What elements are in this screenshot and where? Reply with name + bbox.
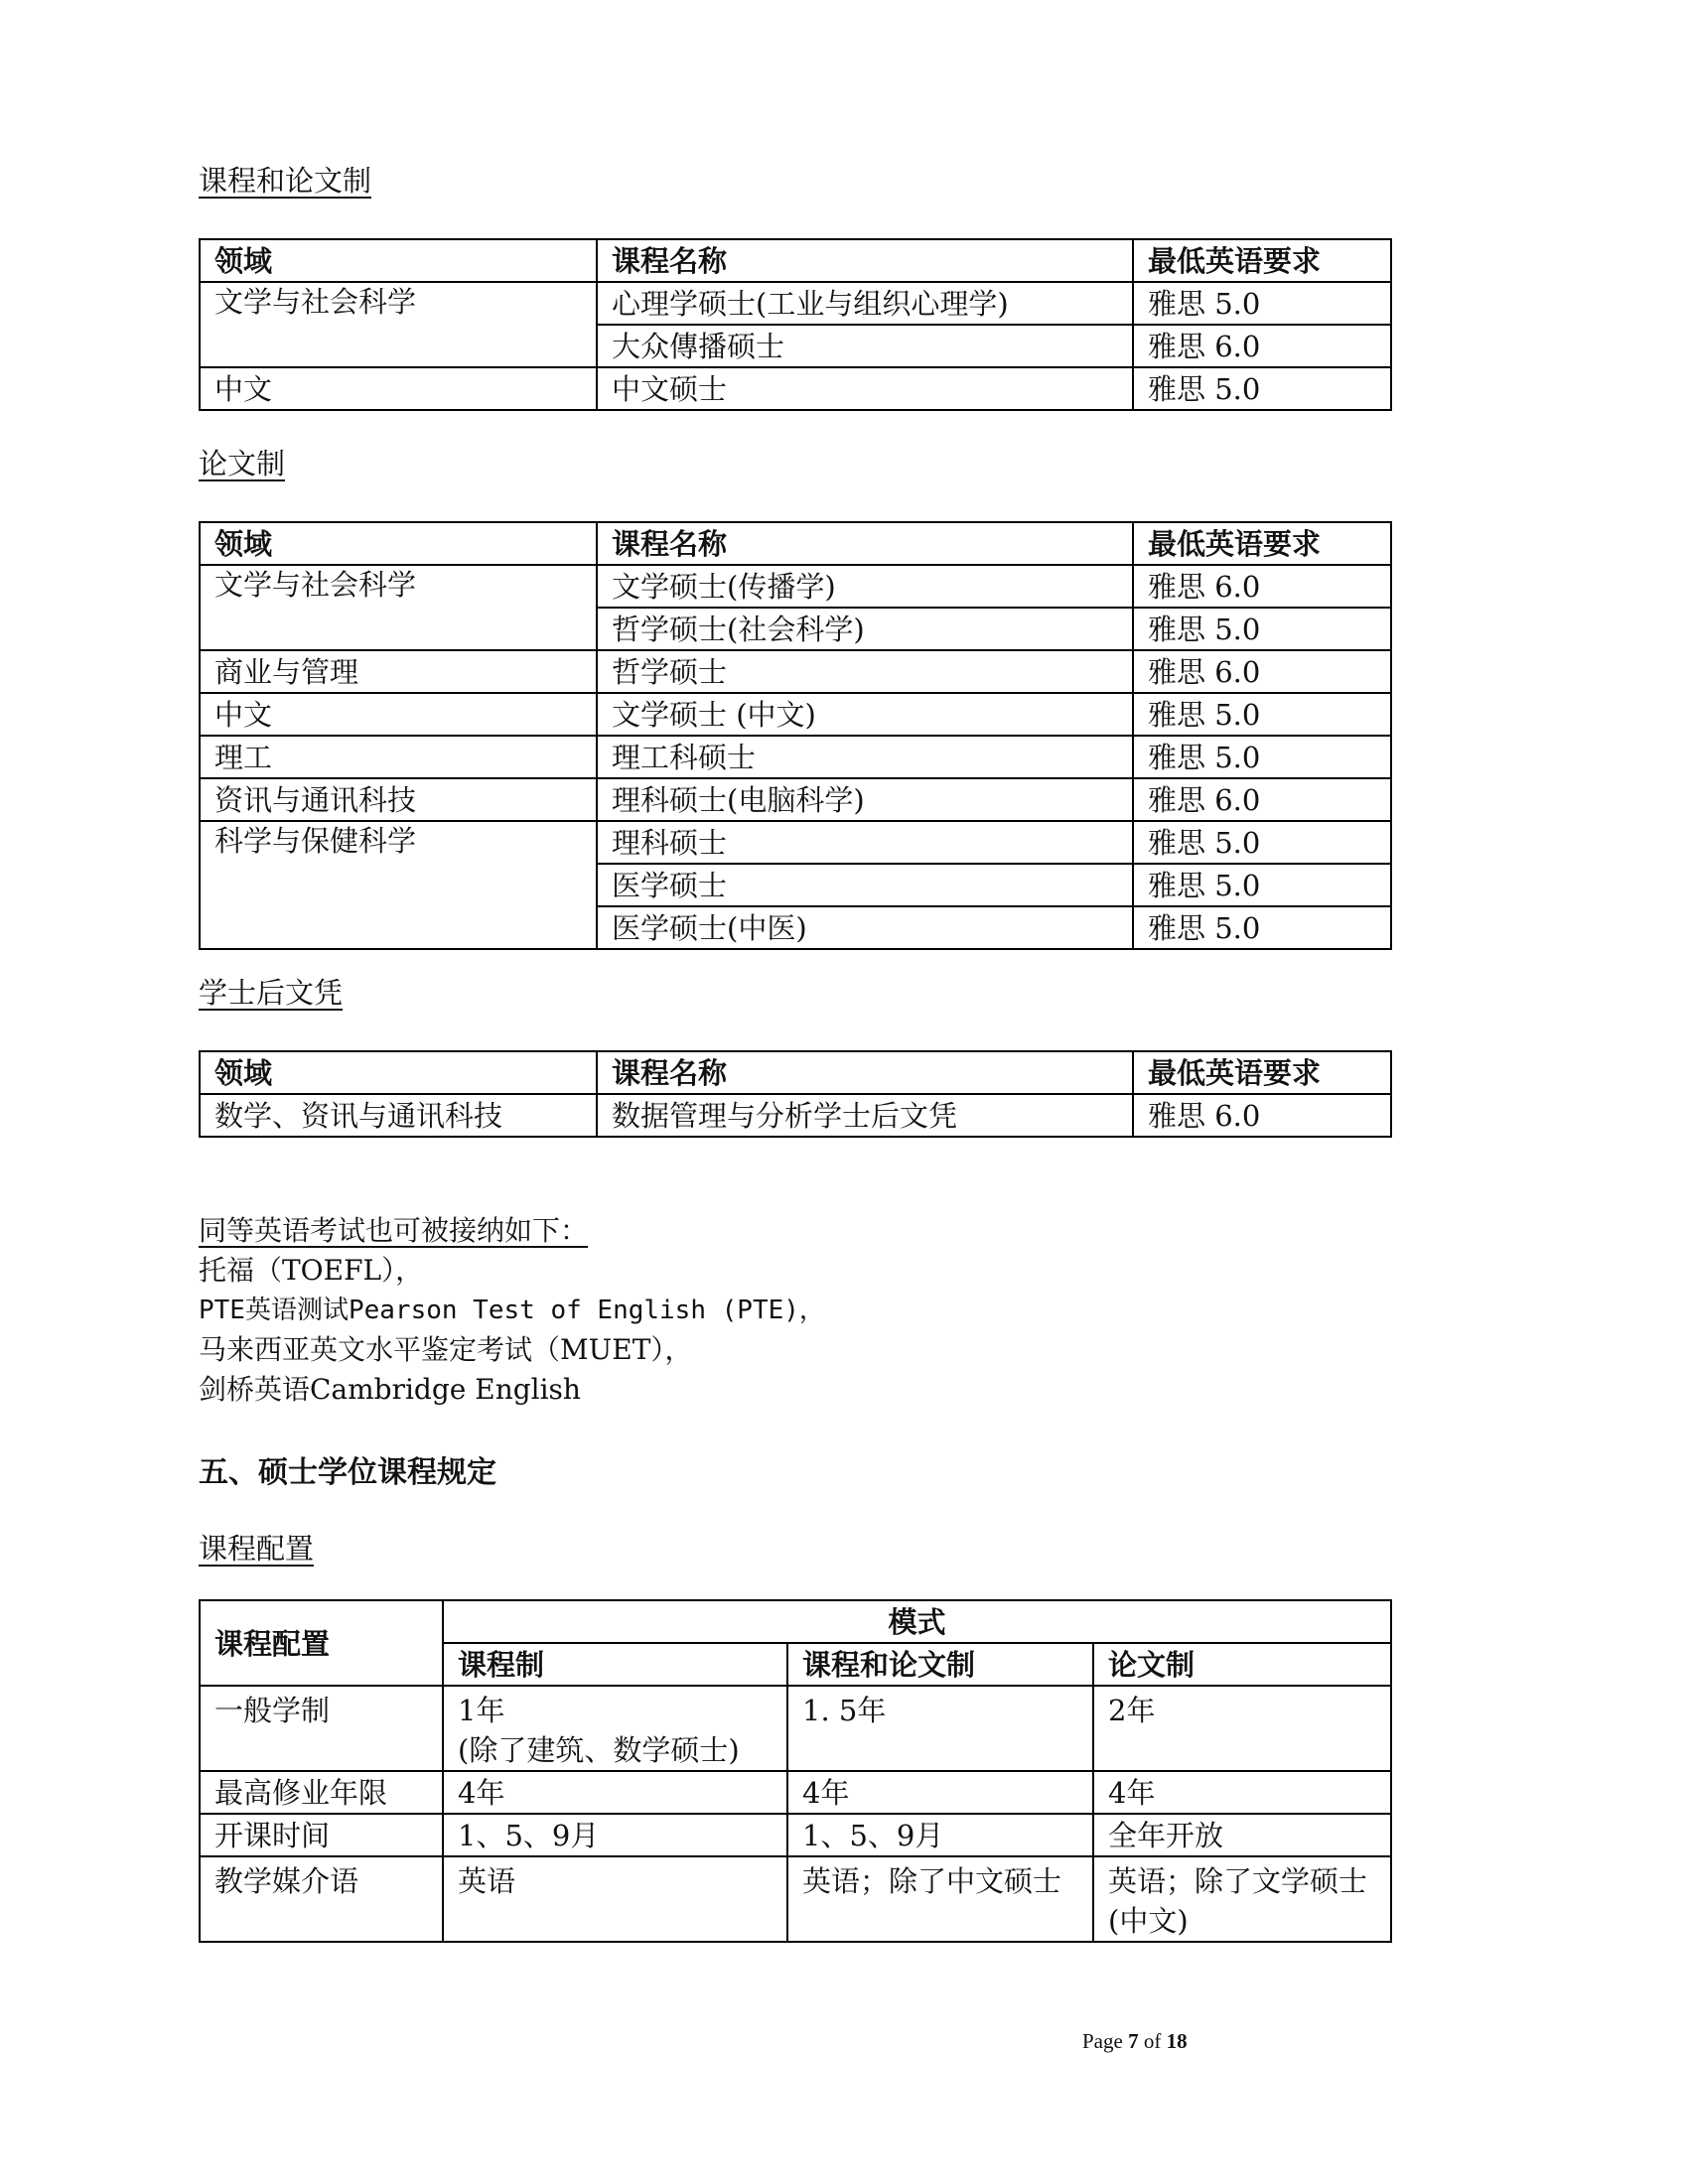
table-row xyxy=(200,1686,1391,1771)
config-cell: 2年 xyxy=(1093,1686,1391,1771)
field-cell: 文学与社会科学 xyxy=(200,565,597,650)
course-cell: 理科硕士 xyxy=(597,821,1133,864)
requirement-cell: 雅思 6.0 xyxy=(1133,778,1391,821)
section-heading-coursework-thesis: 课程和论文制 xyxy=(199,164,372,198)
row-label: 教学媒介语 xyxy=(200,1856,443,1942)
section-heading-postgrad-diploma: 学士后文凭 xyxy=(199,976,344,1010)
config-cell: 英语；除了中文硕士 xyxy=(787,1856,1093,1942)
requirement-cell: 雅思 5.0 xyxy=(1133,608,1391,650)
header-mode: 模式 xyxy=(443,1600,1391,1643)
config-cell: 全年开放 xyxy=(1093,1814,1391,1856)
requirement-cell: 雅思 5.0 xyxy=(1133,693,1391,736)
course-cell: 心理学硕士(工业与组织心理学) xyxy=(597,282,1133,325)
table-row xyxy=(200,650,1391,693)
requirement-cell: 雅思 5.0 xyxy=(1133,906,1391,949)
table-row xyxy=(200,778,1391,821)
equivalent-test-line: 马来西亚英文水平鉴定考试（MUET）， xyxy=(199,1333,693,1366)
equivalent-tests-title: 同等英语考试也可被接纳如下： xyxy=(199,1214,589,1247)
course-cell: 理科硕士(电脑科学) xyxy=(597,778,1133,821)
table-row xyxy=(200,282,1391,325)
requirement-cell: 雅思 6.0 xyxy=(1133,650,1391,693)
course-cell: 哲学硕士 xyxy=(597,650,1133,693)
header-mode-coursework: 课程制 xyxy=(443,1643,787,1686)
table-row xyxy=(200,821,1391,864)
field-cell: 科学与保健科学 xyxy=(200,821,597,949)
config-cell: 英语 xyxy=(443,1856,787,1942)
header-mode-coursework-thesis: 课程和论文制 xyxy=(787,1643,1093,1686)
section-heading-course-config: 课程配置 xyxy=(199,1532,315,1566)
table-header-row xyxy=(200,1051,1391,1094)
table-thesis xyxy=(199,521,1392,950)
course-cell: 文学硕士(传播学) xyxy=(597,565,1133,608)
header-field: 领域 xyxy=(200,239,597,282)
table-row xyxy=(200,1856,1391,1942)
section-heading-thesis: 论文制 xyxy=(199,447,286,480)
field-cell: 理工 xyxy=(200,736,597,778)
table-row xyxy=(200,736,1391,778)
config-cell: 1. 5年 xyxy=(787,1686,1093,1771)
header-mode-thesis: 论文制 xyxy=(1093,1643,1391,1686)
requirement-cell: 雅思 5.0 xyxy=(1133,367,1391,410)
page-total: 18 xyxy=(1166,2029,1188,2053)
requirement-cell: 雅思 6.0 xyxy=(1133,1094,1391,1137)
page-of: of xyxy=(1143,2029,1162,2053)
course-cell: 文学硕士 (中文) xyxy=(597,693,1133,736)
course-cell: 理工科硕士 xyxy=(597,736,1133,778)
requirement-cell: 雅思 5.0 xyxy=(1133,282,1391,325)
requirement-cell: 雅思 5.0 xyxy=(1133,736,1391,778)
equivalent-test-line: 托福（TOEFL）， xyxy=(199,1254,424,1287)
equivalent-test-line: 剑桥英语Cambridge English xyxy=(199,1373,581,1406)
page-footer xyxy=(1082,2029,1188,2054)
header-course: 课程名称 xyxy=(597,1051,1133,1094)
header-requirement: 最低英语要求 xyxy=(1133,522,1391,565)
table-row xyxy=(200,1094,1391,1137)
table-header-row xyxy=(200,1600,1391,1643)
config-cell: 4年 xyxy=(443,1771,787,1814)
course-cell: 医学硕士(中医) xyxy=(597,906,1133,949)
header-course: 课程名称 xyxy=(597,239,1133,282)
course-cell: 数据管理与分析学士后文凭 xyxy=(597,1094,1133,1137)
config-cell: 英语；除了文学硕士 (中文) xyxy=(1093,1856,1391,1942)
equivalent-tests xyxy=(199,1211,825,1410)
field-cell: 商业与管理 xyxy=(200,650,597,693)
page-prefix: Page xyxy=(1082,2029,1123,2053)
course-cell: 大众傳播硕士 xyxy=(597,325,1133,367)
table-header-row xyxy=(200,522,1391,565)
header-field: 领域 xyxy=(200,1051,597,1094)
course-cell: 医学硕士 xyxy=(597,864,1133,906)
equivalent-test-line: PTE英语测试Pearson Test of English (PTE)， xyxy=(199,1296,825,1325)
config-cell: 4年 xyxy=(1093,1771,1391,1814)
table-coursework-thesis xyxy=(199,238,1392,411)
table-course-config xyxy=(199,1599,1392,1943)
config-cell: 1、5、9月 xyxy=(443,1814,787,1856)
table-header-row xyxy=(200,239,1391,282)
field-cell: 中文 xyxy=(200,367,597,410)
table-postgrad-diploma xyxy=(199,1050,1392,1138)
field-cell: 文学与社会科学 xyxy=(200,282,597,367)
row-label: 最高修业年限 xyxy=(200,1771,443,1814)
section-title-masters-regulations: 五、硕士学位课程规定 xyxy=(199,1455,496,1490)
header-corner: 课程配置 xyxy=(200,1600,443,1686)
table-row xyxy=(200,1771,1391,1814)
header-course: 课程名称 xyxy=(597,522,1133,565)
requirement-cell: 雅思 5.0 xyxy=(1133,821,1391,864)
field-cell: 数学、资讯与通讯科技 xyxy=(200,1094,597,1137)
table-row xyxy=(200,565,1391,608)
config-cell: 1、5、9月 xyxy=(787,1814,1093,1856)
config-cell: 4年 xyxy=(787,1771,1093,1814)
requirement-cell: 雅思 5.0 xyxy=(1133,864,1391,906)
page-number: 7 xyxy=(1128,2029,1139,2053)
header-requirement: 最低英语要求 xyxy=(1133,239,1391,282)
field-cell: 中文 xyxy=(200,693,597,736)
header-field: 领域 xyxy=(200,522,597,565)
config-cell: 1年 (除了建筑、数学硕士) xyxy=(443,1686,787,1771)
course-cell: 中文硕士 xyxy=(597,367,1133,410)
field-cell: 资讯与通讯科技 xyxy=(200,778,597,821)
row-label: 开课时间 xyxy=(200,1814,443,1856)
course-cell: 哲学硕士(社会科学) xyxy=(597,608,1133,650)
table-row xyxy=(200,693,1391,736)
header-requirement: 最低英语要求 xyxy=(1133,1051,1391,1094)
requirement-cell: 雅思 6.0 xyxy=(1133,565,1391,608)
table-row xyxy=(200,367,1391,410)
table-row xyxy=(200,1814,1391,1856)
row-label: 一般学制 xyxy=(200,1686,443,1771)
requirement-cell: 雅思 6.0 xyxy=(1133,325,1391,367)
